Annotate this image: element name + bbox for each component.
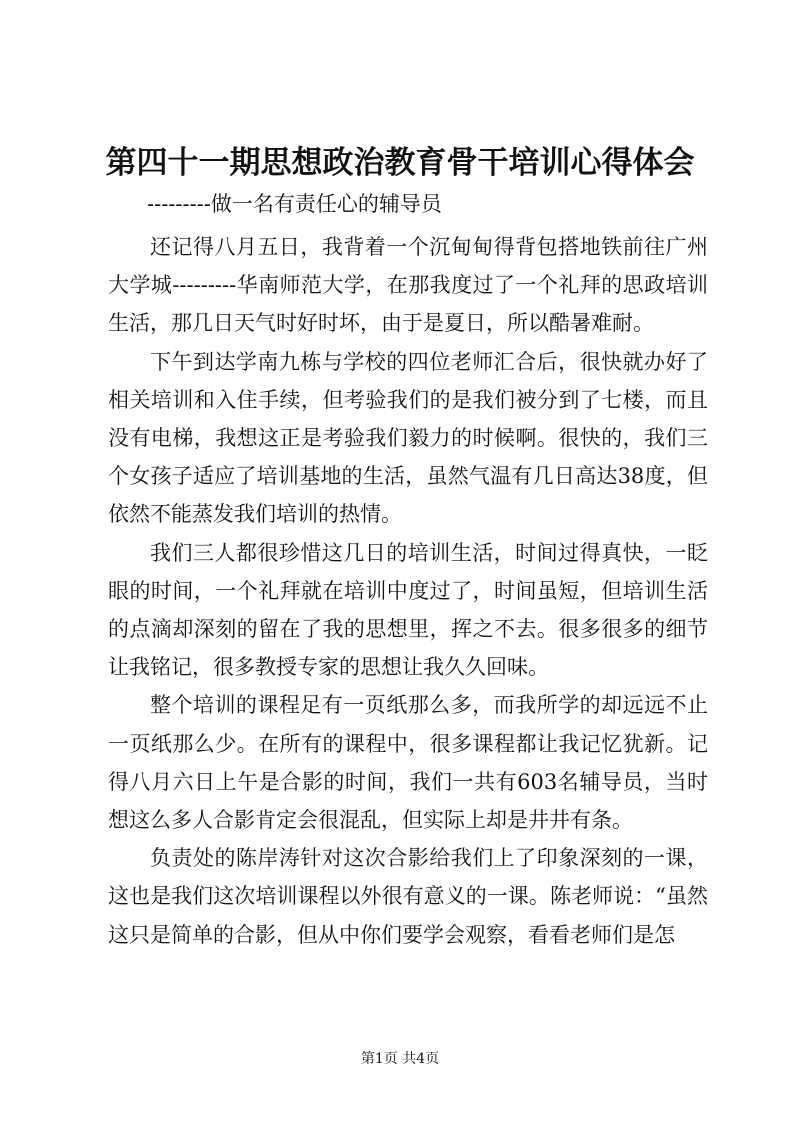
document-body (108, 228, 708, 954)
document-title: 第四十一期思想政治教育骨干培训心得体会 (105, 145, 695, 181)
paragraph: 整个培训的课程足有一页纸那么多，而我所学的却远远不止一页纸那么少。在所有的课程中，很多课程都让我记忆犹新。记得八月六日上午是合影的时间，我们一共有603名辅导员，当时想这么多人合影肯定会很混乱，但实际上却是井井有条。 (108, 693, 708, 833)
page-footer: 第1页 共4页 (360, 1051, 440, 1067)
document-subtitle: ---------做一名有责任心的辅导员 (147, 192, 442, 216)
paragraph: 还记得八月五日，我背着一个沉甸甸得背包搭地铁前往广州大学城---------华南师范大学，在那我度过了一个礼拜的思政培训生活，那几日天气时好时坏，由于是夏日，所以酷暑难耐。 (108, 235, 708, 336)
paragraph: 我们三人都很珍惜这几日的培训生活，时间过得真快，一眨眼的时间，一个礼拜就在培训中度过了，时间虽短，但培训生活的点滴却深刻的留在了我的思想里，挥之不去。很多很多的细节让我铭记，很多教授专家的思想让我久久回味。 (108, 540, 708, 680)
paragraph: 负责处的陈岸涛针对这次合影给我们上了印象深刻的一课，这也是我们这次培训课程以外很有意义的一课。陈老师说：“虽然这只是简单的合影，但从中你们要学会观察，看看老师们是怎 (108, 846, 708, 947)
paragraph: 下午到达学南九栋与学校的四位老师汇合后，很快就办好了相关培训和入住手续，但考验我们的是我们被分到了七楼，而且没有电梯，我想这正是考验我们毅力的时候啊。很快的，我们三个女孩子适应了培训基地的生活，虽然气温有几日高达38度，但依然不能蒸发我们培训的热情。 (108, 349, 708, 527)
